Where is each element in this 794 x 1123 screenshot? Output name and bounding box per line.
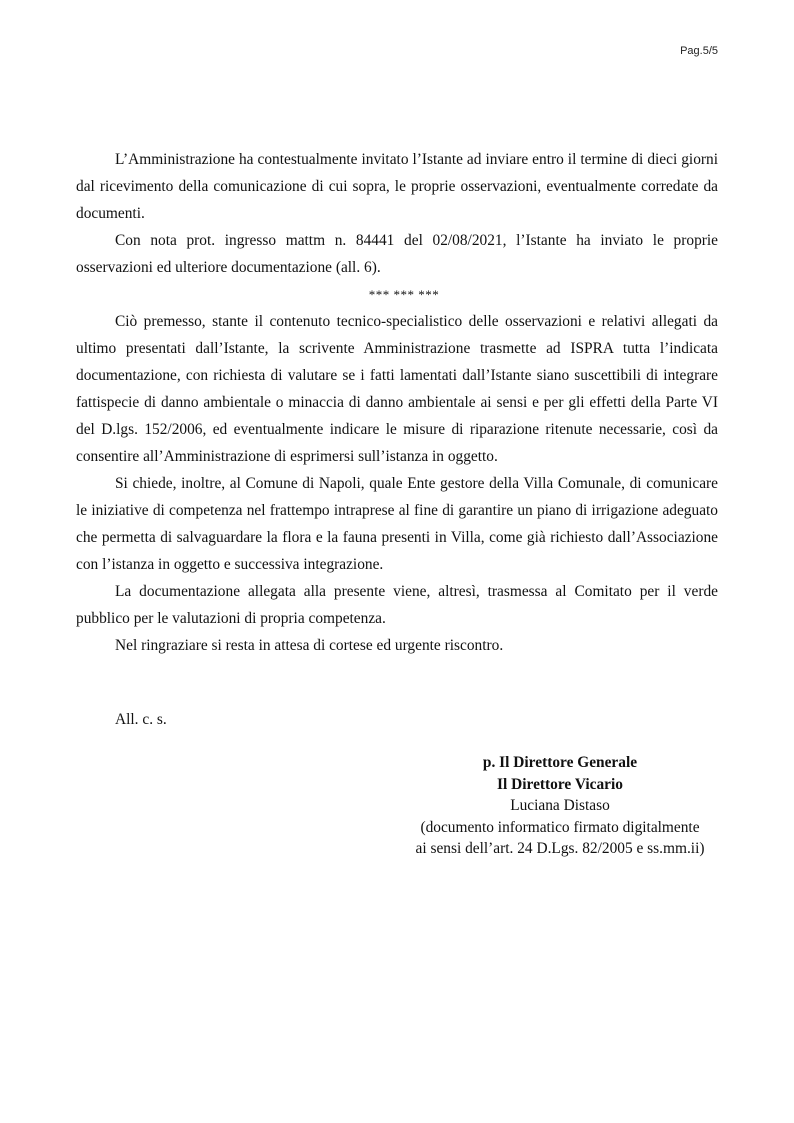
paragraph-note: Con nota prot. ingresso mattm n. 84441 del 02/08/2021, l’Istante ha inviato le proprie osservazioni ed ulteriore documentazione (all. 6). [76,232,718,276]
paragraph-comitato: La documentazione allegata alla presente viene, altresì, trasmessa al Comitato per il verde pubblico per le valutazioni di propria competenza. [76,583,718,627]
signature-note-line1: (documento informatico firmato digitalmente [420,818,700,836]
section-separator: *** *** *** [368,287,440,302]
paragraph-ispra-request: Ciò premesso, stante il contenuto tecnico-specialistico delle osservazioni e relativi allegati da ultimo presentati dall’Istante, la scrivente Amministrazione trasmette ad ISPRA tutta l’indicata documentazione, con richiesta di valutare se i fatti lamentati dall’Istante siano suscettibili di integrare fattispecie di danno ambientale o minaccia di danno ambientale ai sensi e per gli effetti della Parte VI del D.lgs. 152/2006, ed eventualmente indicare le misure di riparazione ritenute necessarie, così da consentire all’Amministrazione di esprimersi sull’istanza in oggetto. [76,313,718,465]
signature-name: Luciana Distaso [510,797,610,814]
signature-title: p. Il Direttore Generale [482,754,638,771]
signature-block [390,752,730,860]
document-body [76,146,718,659]
paragraph-closing: Nel ringraziare si resta in attesa di cortese ed urgente riscontro. [115,637,504,654]
paragraph-invitation: L’Amministrazione ha contestualmente invitato l’Istante ad inviare entro il termine di dieci giorni dal ricevimento della comunicazione di cui sopra, le proprie osservazioni, eventualmente corredate da documenti. [76,151,718,222]
page-number: Pag.5/5 [680,45,718,57]
attachment-note: All. c. s. [115,711,167,728]
paragraph-comune-request: Si chiede, inoltre, al Comune di Napoli, quale Ente gestore della Villa Comunale, di comunicare le iniziative di competenza nel frattempo intraprese al fine di garantire un piano di irrigazione adeguato che permetta di salvaguardare la flora e la fauna presenti in Villa, come già richiesto dall’Associazione con l’istanza in oggetto e successiva integrazione. [76,475,718,573]
signature-role: Il Direttore Vicario [497,775,623,793]
signature-note-line2: ai sensi dell’art. 24 D.Lgs. 82/2005 e ss.mm.ii) [415,840,705,857]
